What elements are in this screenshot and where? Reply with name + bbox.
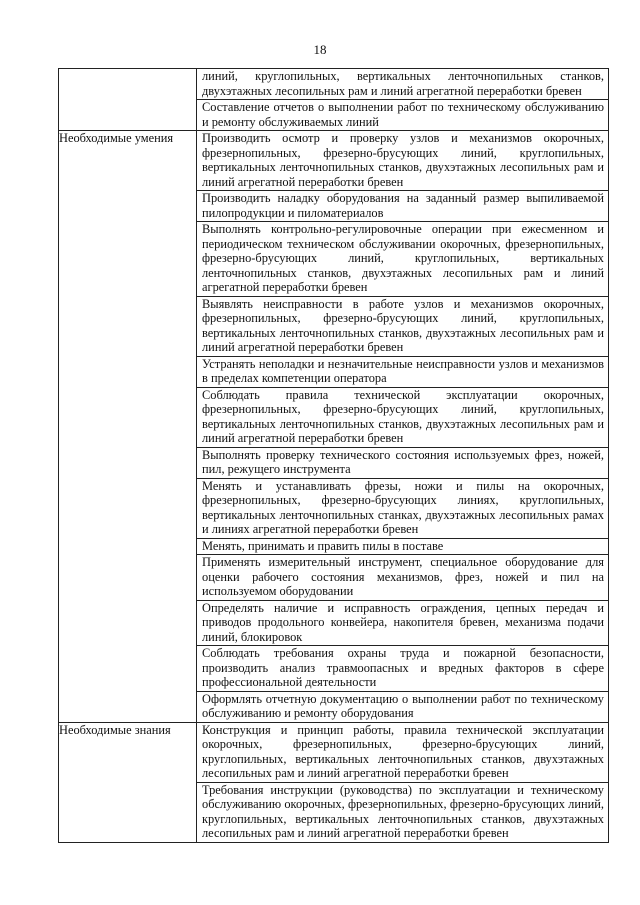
table-row <box>59 69 609 131</box>
list-item: Менять, принимать и править пилы в поставе <box>197 538 608 555</box>
list-item: Производить осмотр и проверку узлов и механизмов окорочных, фрезернопильных, фрезерно-брусующих линий, круглопильных, вертикальных ленточнопильных станков, двухэтажных лесопильных рам и линий агрегатной переработки бревен <box>202 131 604 189</box>
list-item: Выполнять контрольно-регулировочные операции при ежесменном и периодическом техническом обслуживании окорочных, фрезернопильных, фрезерно-брусующих линий, круглопильных, вертикальных ленточнопильных станков, двухэтажных лесопильных рам и линий агрегатной переработки бревен <box>197 221 608 296</box>
row-label: Необходимые знания <box>59 722 197 842</box>
row-items <box>197 131 609 723</box>
list-item: Выполнять проверку технического состояния используемых фрез, ножей, пил, режущего инструмента <box>197 447 608 478</box>
list-item: Соблюдать правила технической эксплуатации окорочных, фрезернопильных, фрезерно-брусующих линий, круглопильных, вертикальных ленточнопильных станков, двухэтажных лесопильных рам и линий агрегатной переработки бревен <box>197 387 608 447</box>
list-item: Конструкция и принцип работы, правила технической эксплуатации окорочных, фрезернопильных, фрезерно-брусующих линий, круглопильных, вертикальных ленточнопильных станков, двухэтажных лесопильных рам и линий агрегатной переработки бревен <box>202 722 604 780</box>
list-item: Устранять неполадки и незначительные неисправности узлов и механизмов в пределах компетенции оператора <box>197 356 608 387</box>
requirements-table <box>58 68 609 843</box>
list-item: линий, круглопильных, вертикальных ленточнопильных станков, двухэтажных лесопильных рам и линий агрегатной переработки бревен <box>202 69 604 98</box>
page-number: 18 <box>313 42 327 57</box>
list-item: Соблюдать требования охраны труда и пожарной безопасности, производить анализ травмоопасных и вредных факторов в сфере профессиональной деятельности <box>197 645 608 691</box>
list-item: Оформлять отчетную документацию о выполнении работ по техническому обслуживанию и ремонту оборудования <box>197 691 608 722</box>
list-item: Определять наличие и исправность ограждения, цепных передач и приводов продольного конвейера, накопителя бревен, механизма подачи линий, блокировок <box>197 600 608 646</box>
row-items <box>197 722 609 842</box>
table-row <box>59 131 609 723</box>
row-label: Необходимые умения <box>59 131 197 723</box>
table-row <box>59 722 609 842</box>
list-item: Выявлять неисправности в работе узлов и механизмов окорочных, фрезернопильных, фрезерно-брусующих линий, круглопильных, вертикальных ленточнопильных станков, двухэтажных лесопильных рам и линий агрегатной переработки бревен <box>197 296 608 356</box>
list-item: Составление отчетов о выполнении работ по техническому обслуживанию и ремонту обслуживаемых линий <box>197 99 608 130</box>
list-item: Менять и устанавливать фрезы, ножи и пилы на окорочных, фрезернопильных, фрезерно-брусующих линиях, круглопильных, вертикальных ленточнопильных станках, двухэтажных лесопильных рамах и линиях агрегатной переработки бревен <box>197 478 608 538</box>
row-label <box>59 69 197 131</box>
list-item: Применять измерительный инструмент, специальное оборудование для оценки рабочего состояния механизмов, фрез, ножей и пил на используемом оборудовании <box>197 554 608 600</box>
list-item: Требования инструкции (руководства) по эксплуатации и техническому обслуживанию окорочных, фрезернопильных, фрезерно-брусующих линий, круглопильных, вертикальных ленточнопильных станков, двухэтажных лесопильных рам и линий агрегатной переработки бревен <box>197 782 608 842</box>
list-item: Производить наладку оборудования на заданный размер выпиливаемой пилопродукции и пиломатериалов <box>197 190 608 221</box>
row-items <box>197 69 609 131</box>
